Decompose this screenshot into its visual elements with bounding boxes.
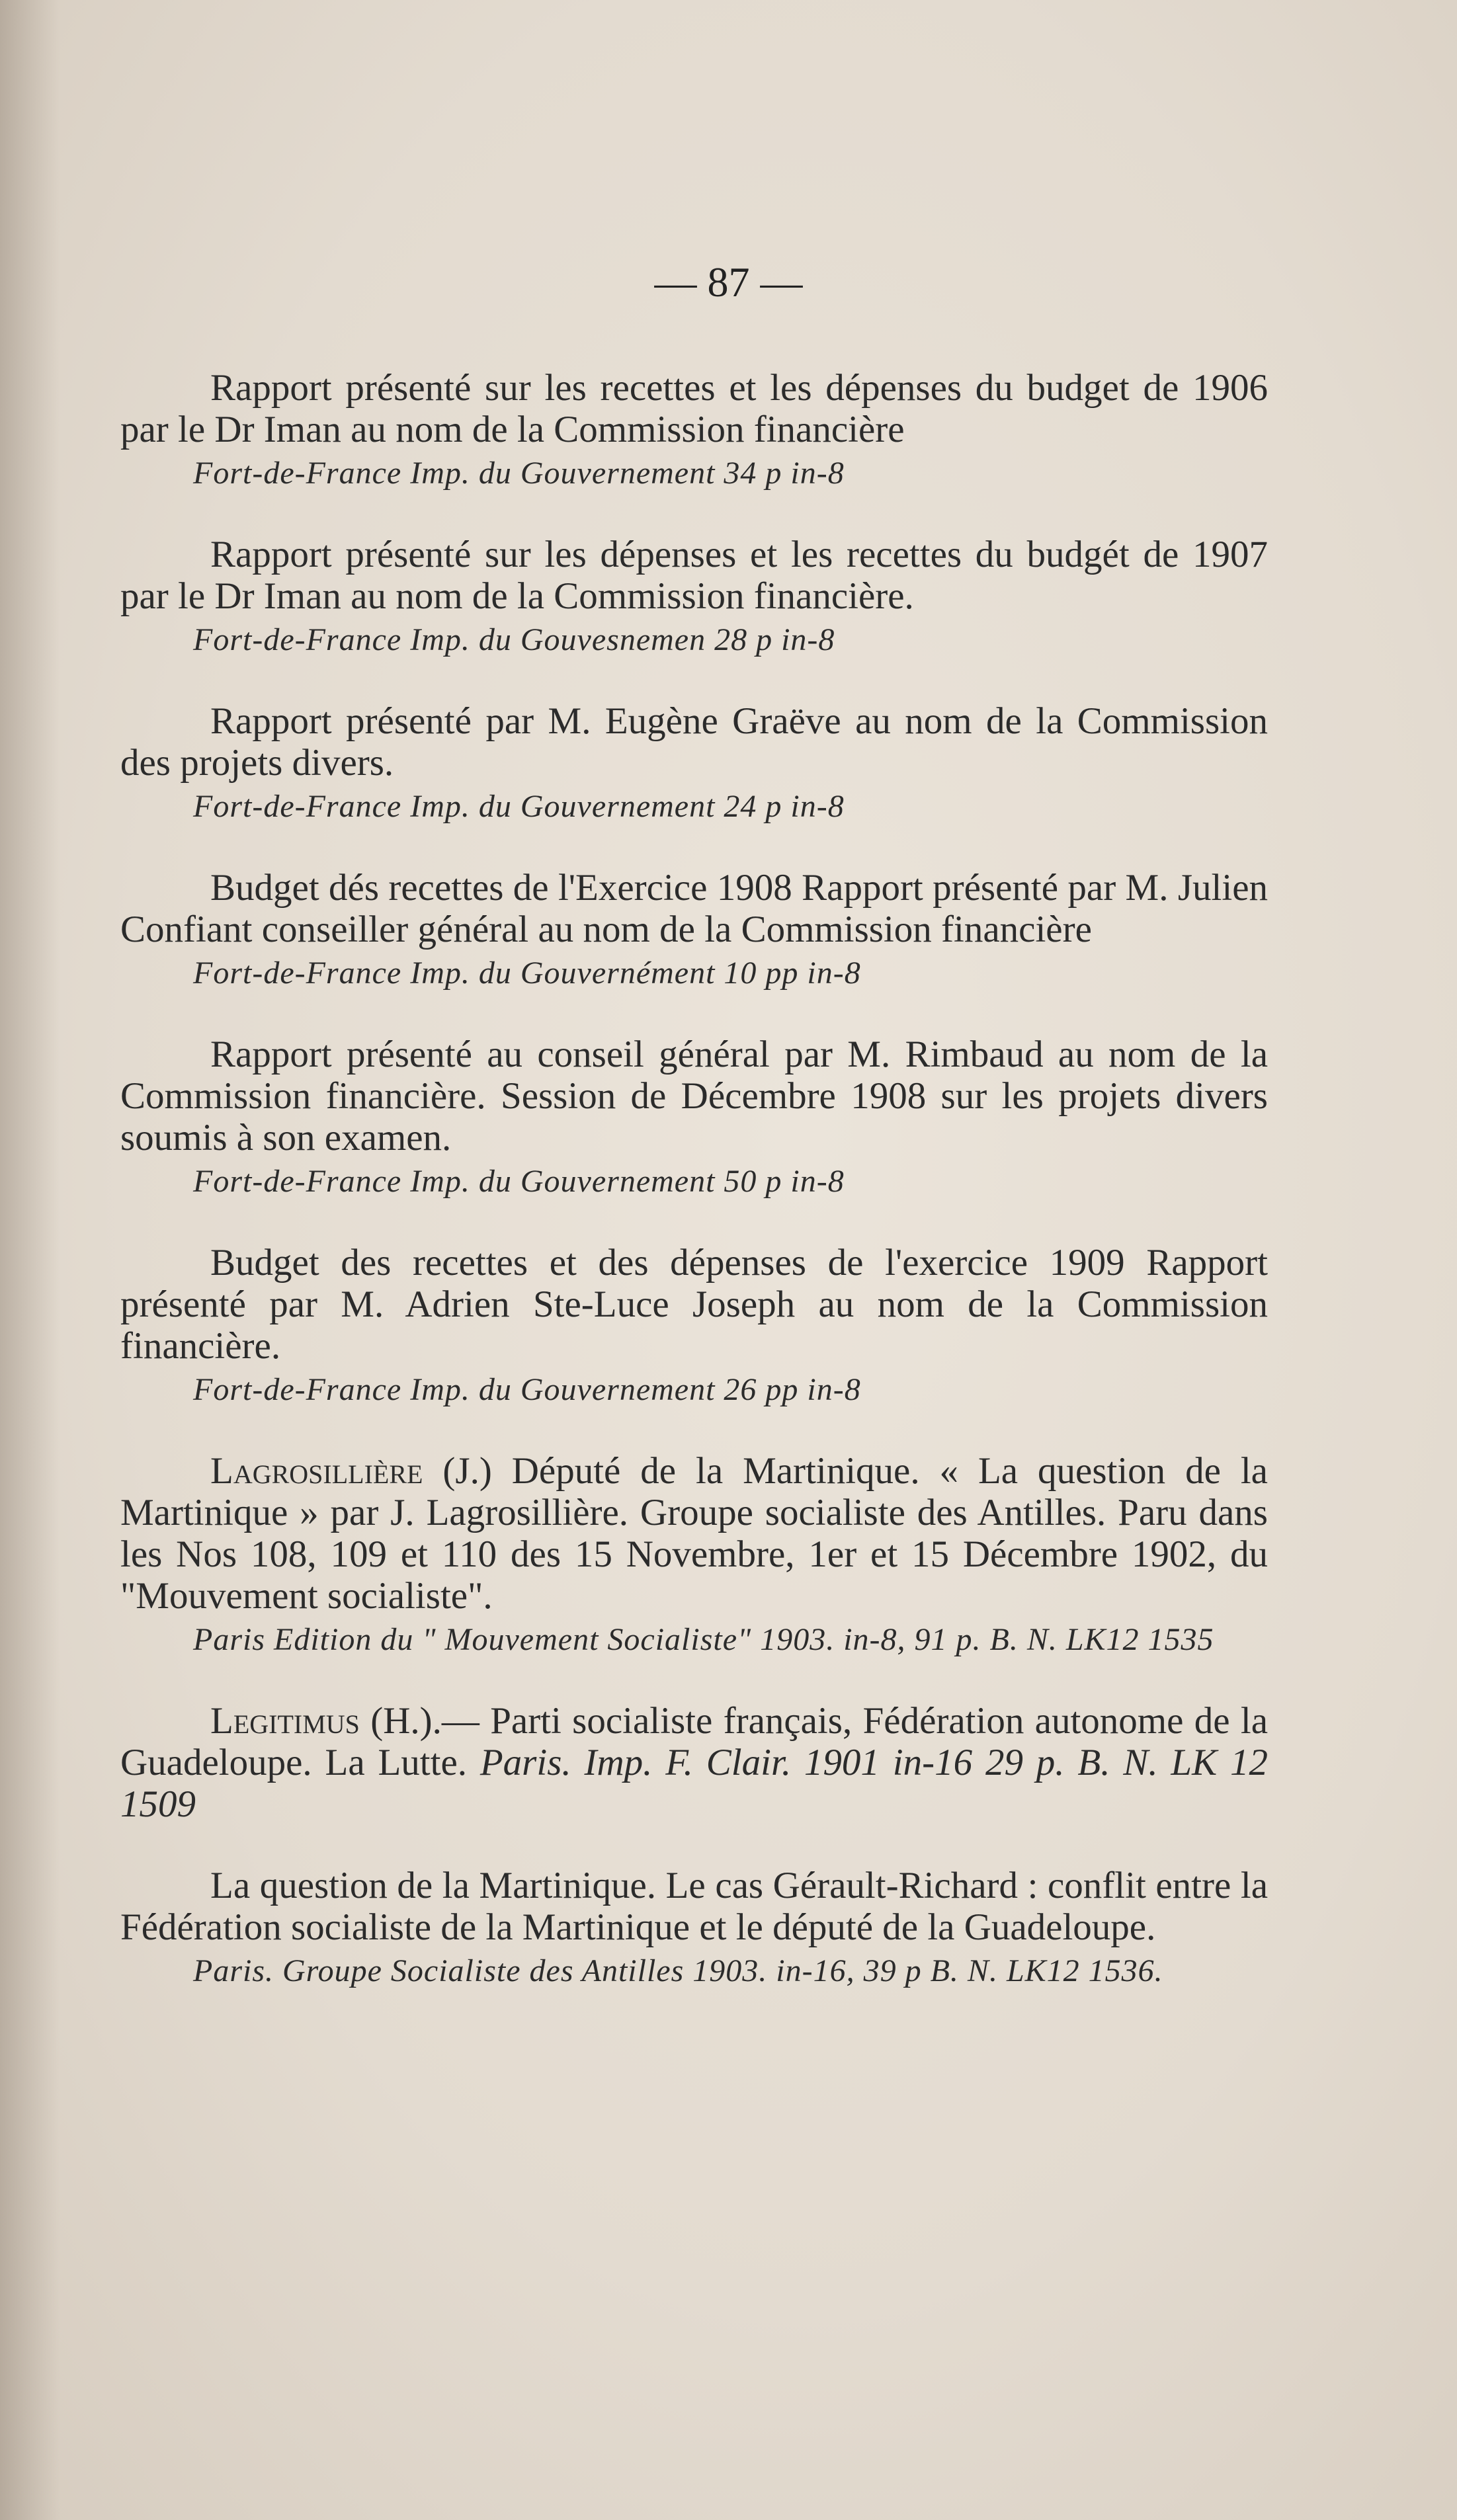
entry-imprint: Fort-de-France Imp. du Gouvernement 24 p in-8 [193, 789, 845, 824]
bibliography-entry [120, 700, 1268, 827]
entry-author: Legitimus [210, 1700, 360, 1742]
entry-author: Lagrosillière [210, 1450, 423, 1492]
page-edge-shadow [0, 0, 60, 2520]
entry-imprint: Fort-de-France Imp. du Gouvernement 26 pp in-8 [193, 1372, 861, 1407]
bibliography-entry [120, 1450, 1268, 1660]
entry-text: La question de la Martinique. Le cas Gérault-Richard : conflit entre la Fédération socialiste de la Martinique et le député de la Guadeloupe. [120, 1865, 1268, 1948]
entry-text: Rapport présenté sur les dépenses et les recettes du budgét de 1907 par le Dr Iman au nom de la Commission financière. [120, 534, 1268, 617]
entry-text: Rapport présenté par M. Eugène Graëve au nom de la Commission des projets divers. [120, 700, 1268, 784]
bibliography-entry [120, 867, 1268, 994]
bibliography-entry [120, 1242, 1268, 1410]
entry-text [120, 1700, 1268, 1825]
entry-imprint: Fort-de-France Imp. du Gouvesnemen 28 p in-8 [193, 622, 835, 657]
bibliography-list [120, 367, 1268, 2031]
bibliography-entry [120, 1034, 1268, 1202]
bibliography-entry [120, 1700, 1268, 1825]
entry-imprint: Paris. Imp. F. Clair. 1901 in-16 29 p. B. N. LK 12 1509 [120, 1742, 1268, 1825]
entry-imprint: Paris Edition du " Mouvement Socialiste" 1903. in-8, 91 p. B. N. LK12 1535 [193, 1622, 1214, 1657]
entry-text: Rapport présenté au conseil général par M. Rimbaud au nom de la Commission financière. Session de Décembre 1908 sur les projets divers soumis à son examen. [120, 1034, 1268, 1158]
bibliography-entry [120, 367, 1268, 494]
entry-imprint: Fort-de-France Imp. du Gouvernément 10 pp in-8 [193, 955, 861, 991]
entry-text: Budget des recettes et des dépenses de l'exercice 1909 Rapport présenté par M. Adrien Ste-Luce Joseph au nom de la Commission financière. [120, 1242, 1268, 1367]
entry-text: Rapport présenté sur les recettes et les dépenses du budget de 1906 par le Dr Iman au nom de la Commission financière [120, 367, 1268, 450]
entry-text [120, 1450, 1268, 1617]
bibliography-entry [120, 1865, 1268, 1992]
entry-imprint: Fort-de-France Imp. du Gouvernement 50 p in-8 [193, 1164, 845, 1199]
page-number: — 87 — [654, 259, 803, 305]
entry-body: (H.).— Parti socialiste français, Fédération autonome de la Guadeloupe. La Lutte. [120, 1700, 1268, 1783]
entry-body: (J.) Député de la Martinique. « La question de la Martinique » par J. Lagrosillière. Groupe socialiste des Antilles. Paru dans les Nos 108, 109 et 110 des 15 Novembre, 1er et 15 Décembre 1902, du "Mouvement socialiste". [120, 1450, 1268, 1617]
bibliography-entry [120, 534, 1268, 661]
entry-imprint: Paris. Groupe Socialiste des Antilles 1903. in-16, 39 p B. N. LK12 1536. [193, 1953, 1163, 1988]
entry-imprint: Fort-de-France Imp. du Gouvernement 34 p in-8 [193, 456, 845, 491]
entry-text: Budget dés recettes de l'Exercice 1908 Rapport présenté par M. Julien Confiant conseiller général au nom de la Commission financière [120, 867, 1268, 950]
